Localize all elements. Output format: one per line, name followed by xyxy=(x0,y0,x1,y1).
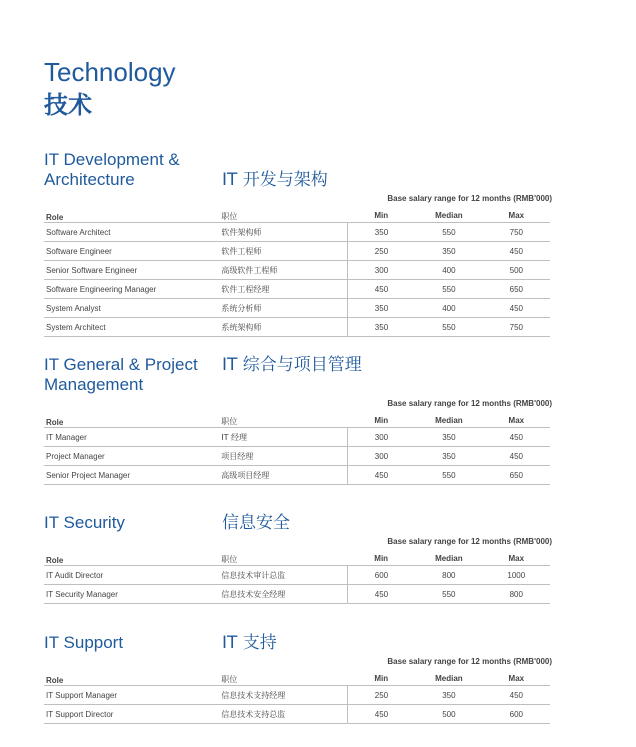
cell-median: 550 xyxy=(415,318,482,337)
cell-min: 250 xyxy=(347,686,415,705)
section-title-en: IT Security xyxy=(44,513,125,532)
table-row xyxy=(44,428,550,447)
column-header-max: Max xyxy=(508,415,525,425)
section-title-en: IT Support xyxy=(44,633,124,652)
cell-role: Senior Project Manager xyxy=(44,466,219,485)
cell-min: 350 xyxy=(347,299,415,318)
cell-median: 550 xyxy=(415,585,483,604)
column-header-min: Min xyxy=(374,210,389,220)
column-header-max: Max xyxy=(508,673,525,683)
cell-role: Project Manager xyxy=(44,447,219,466)
salary-range-caption: Base salary range for 12 months (RMB'000) xyxy=(387,399,552,408)
column-header-min: Min xyxy=(374,553,389,563)
cell-max: 650 xyxy=(483,280,550,299)
cell-role-zh: 信息技术支持总监 xyxy=(219,705,347,724)
salary-table xyxy=(44,551,550,604)
cell-role: IT Security Manager xyxy=(44,585,219,604)
cell-role: Software Engineer xyxy=(44,242,219,261)
cell-min: 300 xyxy=(347,447,415,466)
table-header-row xyxy=(44,413,550,428)
cell-role-zh: 系统分析师 xyxy=(219,299,347,318)
page-subtitle: 技术 xyxy=(44,91,92,119)
cell-min: 350 xyxy=(347,223,415,242)
cell-max: 800 xyxy=(483,585,550,604)
column-header-median: Median xyxy=(435,415,463,425)
salary-table xyxy=(44,208,550,337)
column-header-role-zh: 职位 xyxy=(221,417,238,426)
salary-range-caption: Base salary range for 12 months (RMB'000) xyxy=(387,537,552,546)
cell-max: 450 xyxy=(483,686,550,705)
table-row xyxy=(44,466,550,485)
table-row xyxy=(44,261,550,280)
cell-median: 350 xyxy=(415,686,483,705)
cell-role-zh: 信息技术支持经理 xyxy=(219,686,347,705)
cell-max: 450 xyxy=(483,242,550,261)
cell-role: Senior Software Engineer xyxy=(44,261,219,280)
page-title: Technology xyxy=(44,57,176,87)
section-title-zh: 信息安全 xyxy=(222,513,290,533)
cell-min: 450 xyxy=(347,280,415,299)
cell-role: Software Architect xyxy=(44,223,219,242)
cell-min: 600 xyxy=(347,566,415,585)
cell-role: IT Support Manager xyxy=(44,686,219,705)
cell-min: 300 xyxy=(347,428,415,447)
cell-min: 450 xyxy=(347,705,415,724)
column-header-median: Median xyxy=(435,210,463,220)
cell-median: 800 xyxy=(415,566,483,585)
column-header-role-zh: 职位 xyxy=(221,212,238,221)
section-title-zh: IT 支持 xyxy=(222,633,277,653)
section-header xyxy=(44,633,564,673)
cell-role-zh: 高级项目经理 xyxy=(219,466,347,485)
cell-median: 550 xyxy=(415,223,482,242)
table-row xyxy=(44,242,550,261)
table-row xyxy=(44,299,550,318)
cell-role-zh: 信息技术审计总监 xyxy=(219,566,347,585)
column-header-role: Role xyxy=(46,213,64,222)
cell-min: 450 xyxy=(347,585,415,604)
cell-max: 450 xyxy=(483,428,550,447)
cell-max: 450 xyxy=(483,299,550,318)
cell-max: 750 xyxy=(483,318,550,337)
column-header-role-zh: 职位 xyxy=(221,555,238,564)
section-2 xyxy=(44,513,564,599)
cell-min: 350 xyxy=(347,318,415,337)
cell-median: 400 xyxy=(415,261,482,280)
table-header-row xyxy=(44,551,550,566)
cell-role: IT Support Director xyxy=(44,705,219,724)
cell-role-zh: 信息技术安全经理 xyxy=(219,585,347,604)
cell-median: 500 xyxy=(415,705,483,724)
cell-role-zh: 项目经理 xyxy=(219,447,347,466)
column-header-max: Max xyxy=(508,210,525,220)
cell-role-zh: 软件工程经理 xyxy=(219,280,347,299)
cell-role-zh: IT 经理 xyxy=(219,428,347,447)
table-row xyxy=(44,280,550,299)
cell-max: 650 xyxy=(483,466,550,485)
cell-min: 250 xyxy=(347,242,415,261)
cell-min: 450 xyxy=(347,466,415,485)
cell-median: 550 xyxy=(415,466,483,485)
section-0 xyxy=(44,150,564,332)
cell-median: 350 xyxy=(415,428,483,447)
table-row xyxy=(44,705,550,724)
column-header-max: Max xyxy=(508,553,525,563)
table-row xyxy=(44,686,550,705)
cell-role: Software Engineering Manager xyxy=(44,280,219,299)
cell-max: 500 xyxy=(483,261,550,280)
column-header-min: Min xyxy=(374,415,389,425)
section-header xyxy=(44,355,564,408)
cell-min: 300 xyxy=(347,261,415,280)
salary-table xyxy=(44,413,550,485)
column-header-role-zh: 职位 xyxy=(221,675,238,684)
cell-median: 400 xyxy=(415,299,482,318)
column-header-min: Min xyxy=(374,673,389,683)
table-row xyxy=(44,223,550,242)
cell-role-zh: 软件架构师 xyxy=(219,223,347,242)
cell-max: 450 xyxy=(483,447,550,466)
table-row xyxy=(44,447,550,466)
column-header-role: Role xyxy=(46,556,64,565)
section-title-zh: IT 开发与架构 xyxy=(222,170,328,190)
section-title-en: IT Development & Architecture xyxy=(44,150,180,189)
salary-range-caption: Base salary range for 12 months (RMB'000) xyxy=(387,194,552,203)
column-header-median: Median xyxy=(435,673,463,683)
column-header-role: Role xyxy=(46,676,64,685)
cell-median: 350 xyxy=(415,447,483,466)
cell-role-zh: 系统架构师 xyxy=(219,318,347,337)
section-header xyxy=(44,513,564,553)
salary-table xyxy=(44,671,550,724)
section-3 xyxy=(44,633,564,719)
table-row xyxy=(44,566,550,585)
cell-role: IT Audit Director xyxy=(44,566,219,585)
table-header-row xyxy=(44,208,550,223)
column-header-median: Median xyxy=(435,553,463,563)
cell-max: 600 xyxy=(483,705,550,724)
cell-role: System Analyst xyxy=(44,299,219,318)
cell-max: 750 xyxy=(483,223,550,242)
cell-role-zh: 软件工程师 xyxy=(219,242,347,261)
column-header-role: Role xyxy=(46,418,64,427)
table-row xyxy=(44,318,550,337)
cell-role: IT Manager xyxy=(44,428,219,447)
cell-median: 550 xyxy=(415,280,482,299)
section-title-zh: IT 综合与项目管理 xyxy=(222,355,362,375)
cell-max: 1000 xyxy=(483,566,550,585)
table-row xyxy=(44,585,550,604)
section-header xyxy=(44,150,564,203)
section-title-en: IT General & Project Management xyxy=(44,355,198,394)
section-1 xyxy=(44,355,564,480)
cell-role: System Architect xyxy=(44,318,219,337)
cell-median: 350 xyxy=(415,242,482,261)
table-header-row xyxy=(44,671,550,686)
cell-role-zh: 高级软件工程师 xyxy=(219,261,347,280)
salary-range-caption: Base salary range for 12 months (RMB'000) xyxy=(387,657,552,666)
